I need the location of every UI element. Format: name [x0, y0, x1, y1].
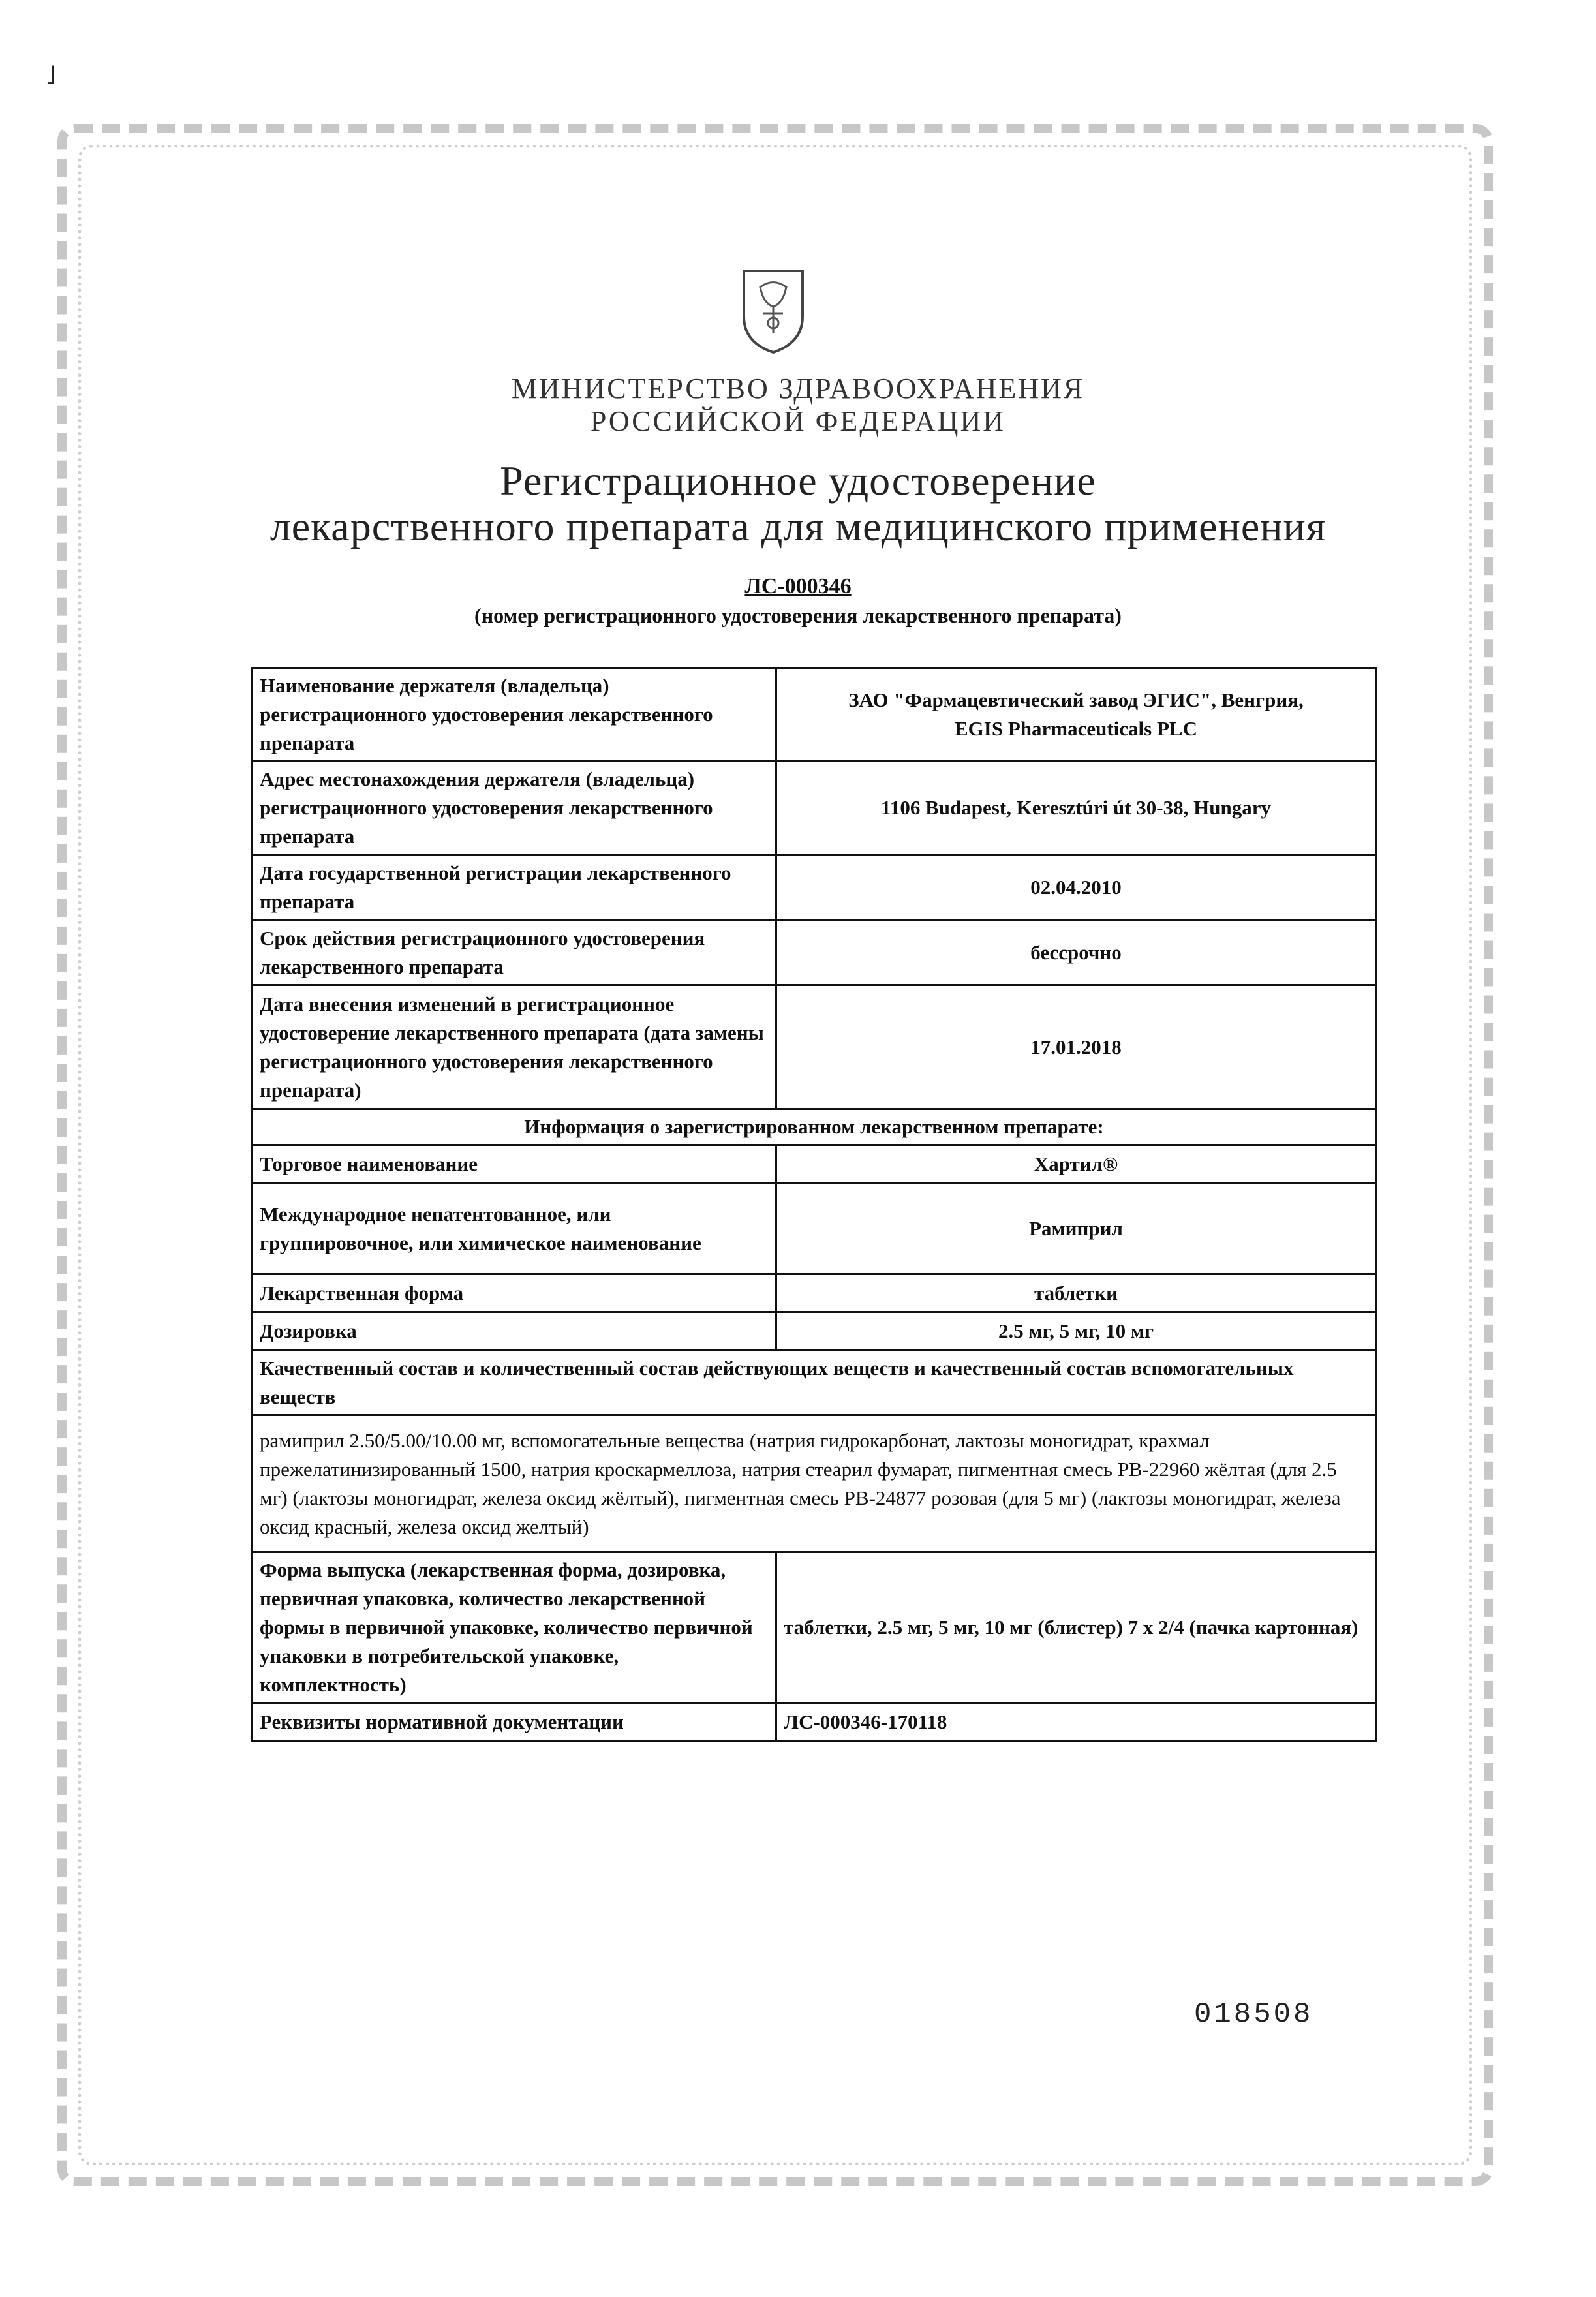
trade-name-label: Торговое наименование: [253, 1145, 776, 1183]
coat-of-arms-emblem: [731, 258, 816, 356]
table-row: [253, 762, 1376, 855]
table-row: [253, 1312, 1376, 1350]
inn-value: Рамиприл: [776, 1183, 1376, 1274]
holder-value-line2: EGIS Pharmaceuticals PLC: [955, 717, 1197, 740]
release-value: таблетки, 2.5 мг, 5 мг, 10 мг (блистер) 7 х 2/4 (пачка картонная): [776, 1552, 1376, 1703]
validity-value: бессрочно: [776, 920, 1376, 985]
table-row: [253, 1552, 1376, 1703]
validity-label: Срок действия регистрационного удостоверения лекарственного препарата: [253, 920, 776, 985]
table-row: [253, 1703, 1376, 1741]
table-row: [253, 1415, 1376, 1552]
ministry-name-line2: РОССИЙСКОЙ ФЕДЕРАЦИИ: [590, 405, 1006, 437]
table-row: [253, 1109, 1376, 1145]
form-value: таблетки: [776, 1274, 1376, 1312]
reg-date-label: Дата государственной регистрации лекарственного препарата: [253, 855, 776, 920]
document-serial-number: 018508: [1194, 1998, 1313, 2031]
table-row: [253, 920, 1376, 985]
registration-number: ЛС-000346: [744, 574, 852, 598]
table-row: [253, 1350, 1376, 1415]
inn-label: Международное непатентованное, или группировочное, или химическое наименование: [253, 1183, 776, 1274]
registration-number-caption: (номер регистрационного удостоверения лекарственного препарата): [474, 604, 1122, 627]
table-row: [253, 1274, 1376, 1312]
registration-table: [251, 667, 1377, 1742]
changes-label: Дата внесения изменений в регистрационное удостоверение лекарственного препарата (дата замены регистрационного удостоверения лекарственного препарата): [253, 985, 776, 1109]
dosage-label: Дозировка: [253, 1312, 776, 1350]
ministry-name-line1: МИНИСТЕРСТВО ЗДРАВООХРАНЕНИЯ: [511, 373, 1085, 405]
normdoc-value: ЛС-000346-170118: [776, 1703, 1376, 1741]
composition-text: рамиприл 2.50/5.00/10.00 мг, вспомогательные вещества (натрия гидрокарбонат, лактозы моногидрат, крахмал прежелатинизированный 1500, натрия кроскармеллоза, натрия стеарил фумарат, пигментная смесь PB-22960 жёлтая (для 2.5 мг) (лактозы моногидрат, железа оксид жёлтый), пигментная смесь PB-24877 розовая (для 5 мг) (лактозы моногидрат, железа оксид красный, железа оксид желтый): [253, 1415, 1376, 1552]
address-label: Адрес местонахождения держателя (владельца) регистрационного удостоверения лекарственного препарата: [253, 762, 776, 855]
reg-date-value: 02.04.2010: [776, 855, 1376, 920]
holder-label: Наименование держателя (владельца) регистрационного удостоверения лекарственного препарата: [253, 668, 776, 762]
composition-header: Качественный состав и количественный состав действующих веществ и качественный состав вспомогательных веществ: [253, 1350, 1376, 1415]
holder-value: [776, 668, 1376, 762]
corner-mark: ˩: [46, 61, 56, 90]
address-value: 1106 Budapest, Keresztúri út 30-38, Hungary: [776, 762, 1376, 855]
changes-value: 17.01.2018: [776, 985, 1376, 1109]
table-row: [253, 1145, 1376, 1183]
info-header: Информация о зарегистрированном лекарственном препарате:: [253, 1109, 1376, 1145]
form-label: Лекарственная форма: [253, 1274, 776, 1312]
table-row: [253, 668, 1376, 762]
document-title-line1: Регистрационное удостоверение: [500, 457, 1096, 504]
document-title-line2: лекарственного препарата для медицинского применения: [269, 503, 1327, 549]
holder-value-line1: ЗАО "Фармацевтический завод ЭГИС", Венгрия,: [848, 688, 1304, 711]
normdoc-label: Реквизиты нормативной документации: [253, 1703, 776, 1741]
trade-name-value: Хартил®: [776, 1145, 1376, 1183]
dosage-value: 2.5 мг, 5 мг, 10 мг: [776, 1312, 1376, 1350]
table-row: [253, 1183, 1376, 1274]
release-label: Форма выпуска (лекарственная форма, дозировка, первичная упаковка, количество лекарственной формы в первичной упаковке, количество первичной упаковки в потребительской упаковке, комплектность): [253, 1552, 776, 1703]
table-row: [253, 985, 1376, 1109]
table-row: [253, 855, 1376, 920]
